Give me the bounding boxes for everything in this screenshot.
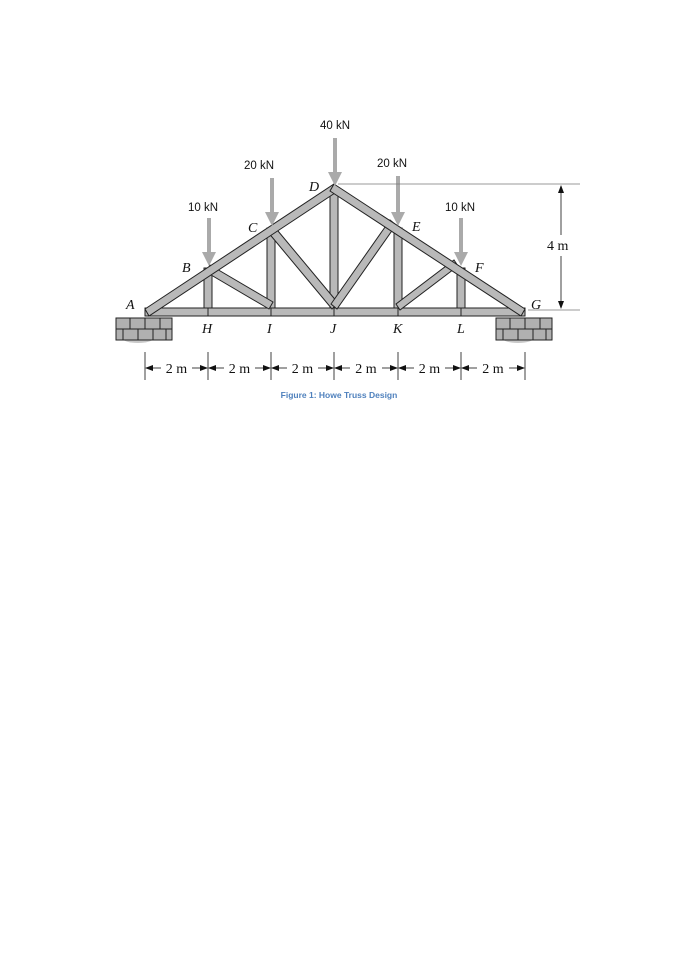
- load-arrow-D: [328, 138, 342, 186]
- panel-dim-label: 2 m: [165, 362, 188, 377]
- node-label-L: L: [457, 322, 465, 337]
- left-support: [116, 318, 172, 343]
- node-label-C: C: [248, 221, 258, 236]
- load-label-B: 10 kN: [187, 202, 219, 214]
- node-label-K: K: [393, 322, 403, 337]
- figure-caption: Figure 1: Howe Truss Design: [280, 390, 398, 400]
- panel-dim-label: 2 m: [291, 362, 314, 377]
- right-support: [496, 318, 552, 343]
- node-label-J: J: [330, 322, 337, 337]
- top-chord-right: [330, 184, 525, 316]
- load-label-C: 20 kN: [243, 160, 275, 172]
- panel-dim-label: 2 m: [228, 362, 251, 377]
- node-label-I: I: [267, 322, 272, 337]
- member-EJ: [331, 220, 396, 309]
- node-label-G: G: [531, 298, 542, 313]
- bottom-chord: [145, 308, 525, 316]
- height-dim-label: 4 m: [547, 239, 569, 254]
- panel-dim-label: 2 m: [482, 362, 504, 377]
- howe-truss-diagram: [0, 0, 678, 420]
- member-DJ: [330, 190, 338, 308]
- load-label-F: 10 kN: [444, 202, 476, 214]
- top-chord-left: [145, 184, 338, 316]
- load-arrow-F: [454, 218, 468, 266]
- load-label-D: 40 kN: [319, 120, 351, 132]
- node-label-B: B: [182, 261, 191, 276]
- node-label-A: A: [126, 298, 135, 313]
- load-label-E: 20 kN: [376, 158, 408, 170]
- node-label-F: F: [475, 261, 484, 276]
- panel-dimensions: [145, 352, 525, 380]
- node-label-H: H: [202, 322, 213, 337]
- load-arrow-E: [391, 176, 405, 226]
- load-arrow-C: [265, 178, 279, 226]
- member-CI: [267, 228, 275, 308]
- panel-dim-label: 2 m: [418, 362, 441, 377]
- load-arrow-B: [202, 218, 216, 266]
- member-CJ: [267, 225, 338, 309]
- panel-dim-label: 2 m: [355, 362, 377, 377]
- member-EK: [394, 228, 402, 308]
- node-label-E: E: [412, 220, 421, 235]
- node-label-D: D: [309, 180, 320, 195]
